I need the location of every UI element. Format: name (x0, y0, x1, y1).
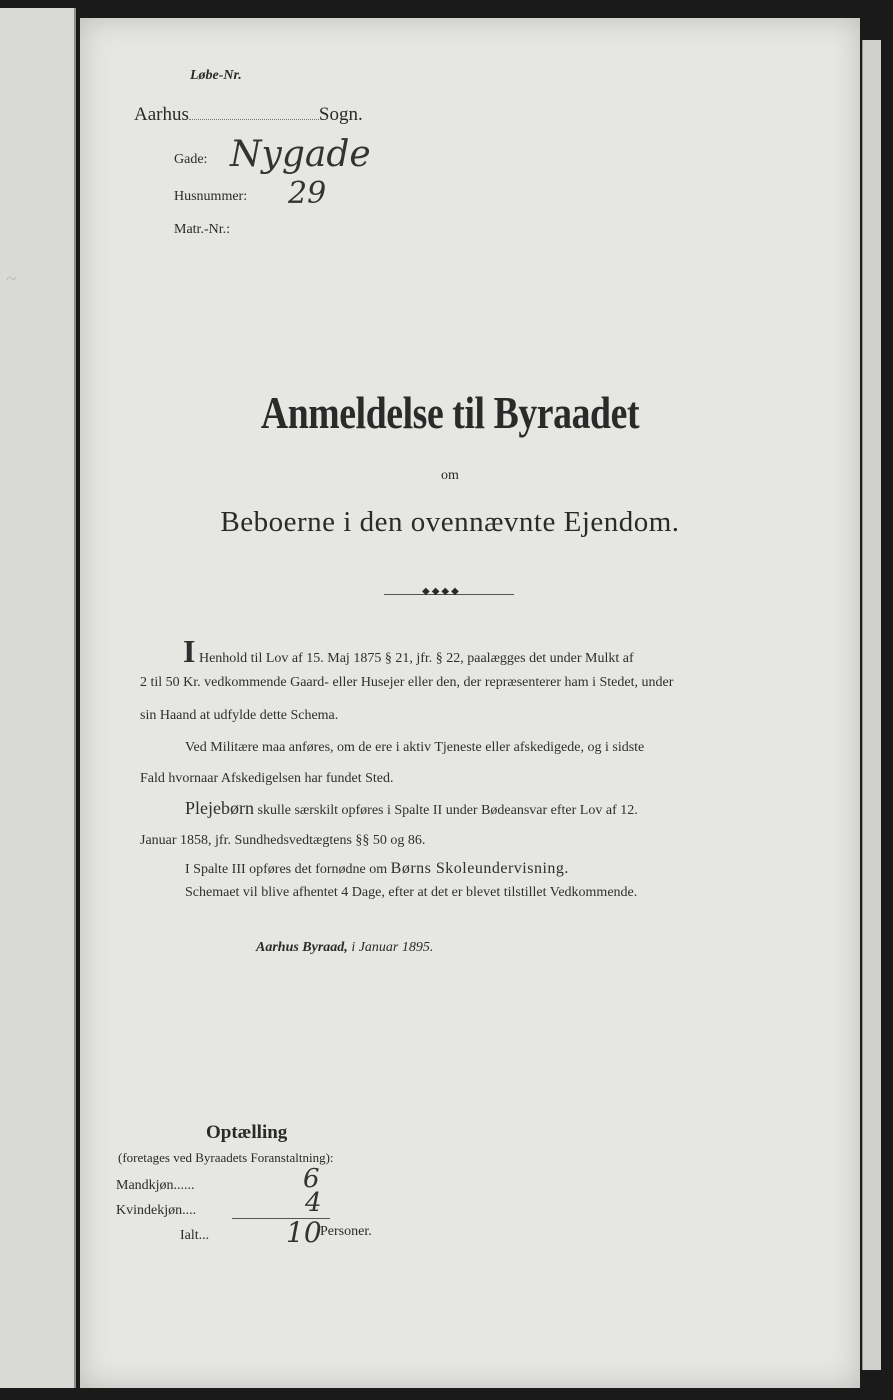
bleed-through-mark: ~ (6, 268, 17, 290)
male-value: 6 (303, 1164, 320, 1194)
paragraph-2-line-1: Ved Militære maa anføres, om de ere i aktiv Tjeneste eller afskedigede, og i sidste (185, 740, 645, 755)
document-page (80, 18, 860, 1388)
ornament-diamonds: ◆◆◆◆ (422, 586, 461, 597)
house-number-value: 29 (288, 176, 327, 211)
paragraph-3-line-2: Januar 1858, jfr. Sundhedsvedtægtens §§ 50 og 86. (140, 833, 426, 848)
persons-label: Personer. (320, 1224, 372, 1239)
male-label: Mandkjøn...... (116, 1178, 195, 1193)
matr-label: Matr.-Nr.: (174, 222, 230, 237)
house-number-label: Husnummer: (174, 189, 248, 204)
street-value: Nygade (230, 134, 371, 175)
skoleundervisning-emphasis: Børns Skoleundervisning. (390, 860, 569, 877)
count-heading: Optælling (206, 1122, 288, 1143)
paragraph-1-text: Henhold til Lov af 15. Maj 1875 § 21, jfr. § 22, paalægges det under Mulkt af (198, 651, 634, 666)
count-note: (foretages ved Byraadets Foranstaltning): (118, 1150, 334, 1165)
female-value: 4 (305, 1188, 322, 1218)
paragraph-3-line-1 (185, 794, 638, 825)
paragraph-2-line-2: Fald hvornaar Afskedigelsen har fundet Sted. (140, 771, 394, 786)
paragraph-initial: I (183, 633, 196, 669)
paragraph-4-text: I Spalte III opføres det fornødne om (185, 862, 388, 877)
loebe-nr-label: Løbe-Nr. (190, 68, 242, 83)
document-title: Anmeldelse til Byraadet (260, 387, 640, 438)
title-om: om (441, 468, 459, 483)
paragraph-5: Schemaet vil blive afhentet 4 Dage, efter at det er blevet tilstillet Vedkommende. (185, 885, 638, 900)
document-subtitle: Beboerne i den ovennævnte Ejendom. (220, 506, 680, 538)
paragraph-1-line-2: 2 til 50 Kr. vedkommende Gaard- eller Husejer eller den, der repræsenterer ham i Stedet, under (140, 675, 674, 690)
signature-authority: Aarhus Byraad, (256, 940, 348, 955)
total-label: Ialt... (180, 1228, 210, 1243)
signature-date: i Januar 1895. (351, 940, 434, 955)
previous-page-edge (0, 8, 76, 1388)
signature-line (256, 940, 433, 956)
paragraph-1-line-3: sin Haand at udfylde dette Schema. (140, 708, 339, 723)
paragraph-3-text: skulle særskilt opføres i Spalte II under Bødeansvar efter Lov af 12. (257, 803, 638, 818)
total-value: 10 (286, 1216, 322, 1249)
parish-label: Sogn. (318, 104, 363, 125)
parish-dotted-leader (189, 119, 319, 120)
page-stack-edge (862, 40, 881, 1370)
plejeborn-emphasis: Plejebørn (185, 798, 254, 818)
street-label: Gade: (174, 152, 208, 167)
parish-city: Aarhus (134, 104, 189, 125)
parish-line (134, 104, 363, 126)
female-label: Kvindekjøn.... (116, 1203, 197, 1218)
